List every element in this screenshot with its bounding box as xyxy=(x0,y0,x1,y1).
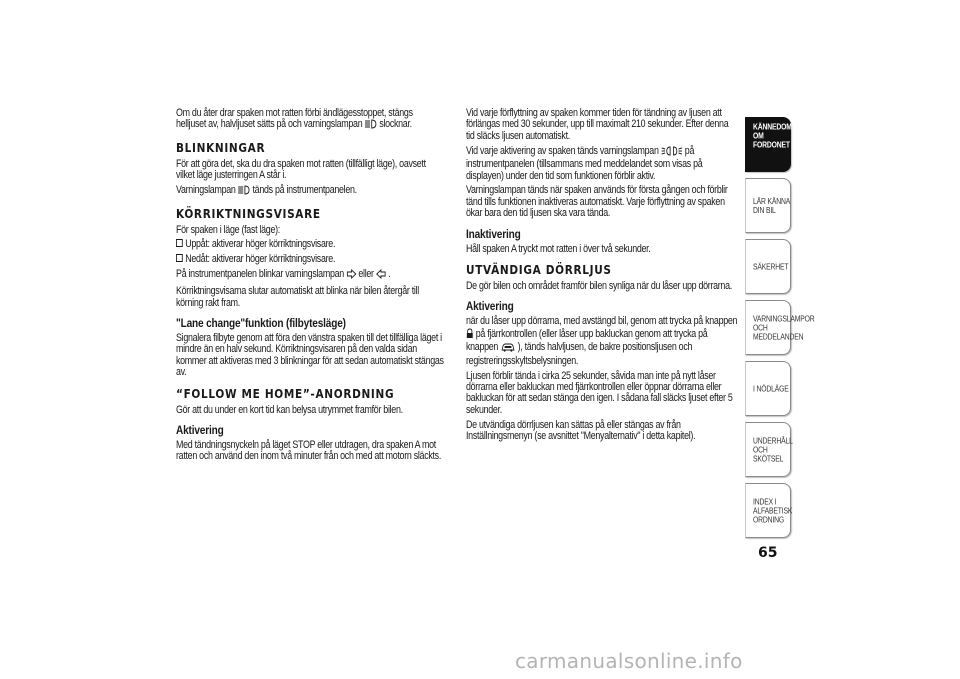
kor-paragraph-1: För spaken i läge (fast läge): xyxy=(176,223,280,236)
lane-paragraph: Signalera filbyte genom att föra den vänstra spaken till det tillfälliga läget i mindre än en halv sekund. Körriktningsvisaren på den valda sidan kommer att aktiveras med 3 blinkningar för att sedan automatiskt stängas av. xyxy=(176,331,444,379)
aktivering-paragraph-left: Med tändningsnyckeln på läget STOP eller utdragen, dra spaken A mot ratten och använd den inom två minuter från och med att motorn släckts. xyxy=(176,439,442,463)
tab-i-nodlage[interactable]: I NÖDLÄGE xyxy=(745,361,791,416)
page-number: 65 xyxy=(758,545,778,561)
aktivering-paragraph-right-3: De utvändiga dörrljusen kan sättas på eller stängas av från Inställningsmenyn (se avsnittet "Menyalternativ" i detta kapitel). xyxy=(466,418,696,443)
kor-paragraph-2: På instrumentpanelen blinkar varningslampan eller . xyxy=(176,269,445,282)
watermark[interactable]: carmanualsonline.info xyxy=(515,649,743,673)
turn-left-icon xyxy=(376,269,386,282)
list-item: Uppåt: aktiverar höger körriktningsvisare. xyxy=(176,239,445,250)
padlock-icon xyxy=(466,328,474,342)
high-beam-icon xyxy=(365,119,378,132)
kor-paragraph-3: Körriktningsvisarna slutar automatiskt att blinka när bilen återgår till körning rakt fram. xyxy=(176,285,419,309)
blink-paragraph-1: För att göra det, ska du dra spaken mot ratten (tillfälligt läge), oavsett vilket läge justerringen A står i. xyxy=(176,157,426,182)
right-column xyxy=(466,108,739,446)
heading-lane-change: "Lane change"funktion (filbytesläge) xyxy=(176,315,346,330)
dorrljus-paragraph: De gör bilen och området framför bilen synliga när du låser upp dörrarna. xyxy=(466,280,732,293)
heading-inaktivering: Inaktivering xyxy=(466,226,521,241)
heading-aktivering-left: Aktivering xyxy=(176,423,224,437)
tab-index[interactable]: INDEX I ALFABETISK ORDNING xyxy=(745,483,791,538)
tab-varningslampor[interactable]: VARNINGSLAMPOR OCH MEDDELANDEN xyxy=(745,300,791,355)
right-paragraph-1: Vid varje förflyttning av spaken kommer tiden för tändning av ljusen att förlängas med 30 sekunder, upp till maximalt 210 sekunder. Efter denna tid släcks ljusen automatiskt. xyxy=(466,107,729,142)
left-column xyxy=(176,108,445,466)
heading-aktivering-right: Aktivering xyxy=(466,299,514,314)
tab-underhall-och-skotsel[interactable]: UNDERHÅLL OCH SKÖTSEL xyxy=(745,422,791,477)
right-paragraph-3: Varningslampan tänds när spaken används för första gången och förblir tänd tills funktionen inaktiveras automatiskt. Varje förflyttning av spaken ökar bara den tid ljusen ska vara tända. xyxy=(466,184,728,220)
position-lights-icon xyxy=(661,146,683,159)
intro-paragraph: Om du åter drar spaken mot ratten förbi ändlägesstoppet, stängs helljuset av, halvljuset sätts på och varningslampan slocknar. xyxy=(176,108,445,133)
blink-paragraph-2: Varningslampan tänds på instrumentpanelen. xyxy=(176,185,445,198)
heading-utvandiga-dorrljus: UTVÄNDIGA DÖRRLJUS xyxy=(466,262,612,278)
tab-lar-kanna-din-bil[interactable]: LÄR KÄNNA DIN BIL xyxy=(745,178,791,233)
heading-follow-me-home: “FOLLOW ME HOME”-ANORDNING xyxy=(176,385,395,401)
inaktivering-paragraph: Håll spaken A tryckt mot ratten i över två sekunder. xyxy=(466,242,651,255)
heading-korriktningsvisare: KÖRRIKTNINGSVISARE xyxy=(176,205,321,221)
tab-kannedom-om-fordonet[interactable]: KÄNNEDOM OM FORDONET xyxy=(745,117,791,172)
turn-right-icon xyxy=(346,269,356,282)
aktivering-paragraph-right-2: Ljusen förblir tända i cirka 25 sekunder, såvida man inte på nytt låser dörrarna eller bakluckan med fjärrkontrollen eller öppnar dörrarna eller bakluckan för att sedan stänga den igen. I sådana fall släcks ljuset efter 5 sekunder. xyxy=(466,369,733,416)
car-rear-icon xyxy=(500,342,515,355)
checkbox-bullet-icon xyxy=(176,254,183,262)
high-beam-icon xyxy=(238,185,251,198)
aktivering-paragraph-right-1: när du låser upp dörrarna, med avstängd bil, genom att trycka på knappen på fjärrkontrollen (eller låser upp bakluckan genom att trycka på knappen ), tänds halvljusen, de bakre positionsljusen och registreringsskyltsbelysningen. xyxy=(466,315,738,367)
heading-blinkningar: BLINKNINGAR xyxy=(176,139,266,155)
follow-paragraph: Gör att du under en kort tid kan belysa utrymmet framför bilen. xyxy=(176,403,403,416)
tab-sakerhet[interactable]: SÄKERHET xyxy=(745,239,791,294)
right-paragraph-2: Vid varje aktivering av spaken tänds varningslampan på instrumentpanelen (tillsammans med meddelandet som visas på displayen) under den tid som funktionen förblir aktiv. xyxy=(466,144,703,182)
list-item: Nedåt: aktiverar höger körriktningsvisare. xyxy=(176,254,445,265)
checkbox-bullet-icon xyxy=(176,239,183,247)
